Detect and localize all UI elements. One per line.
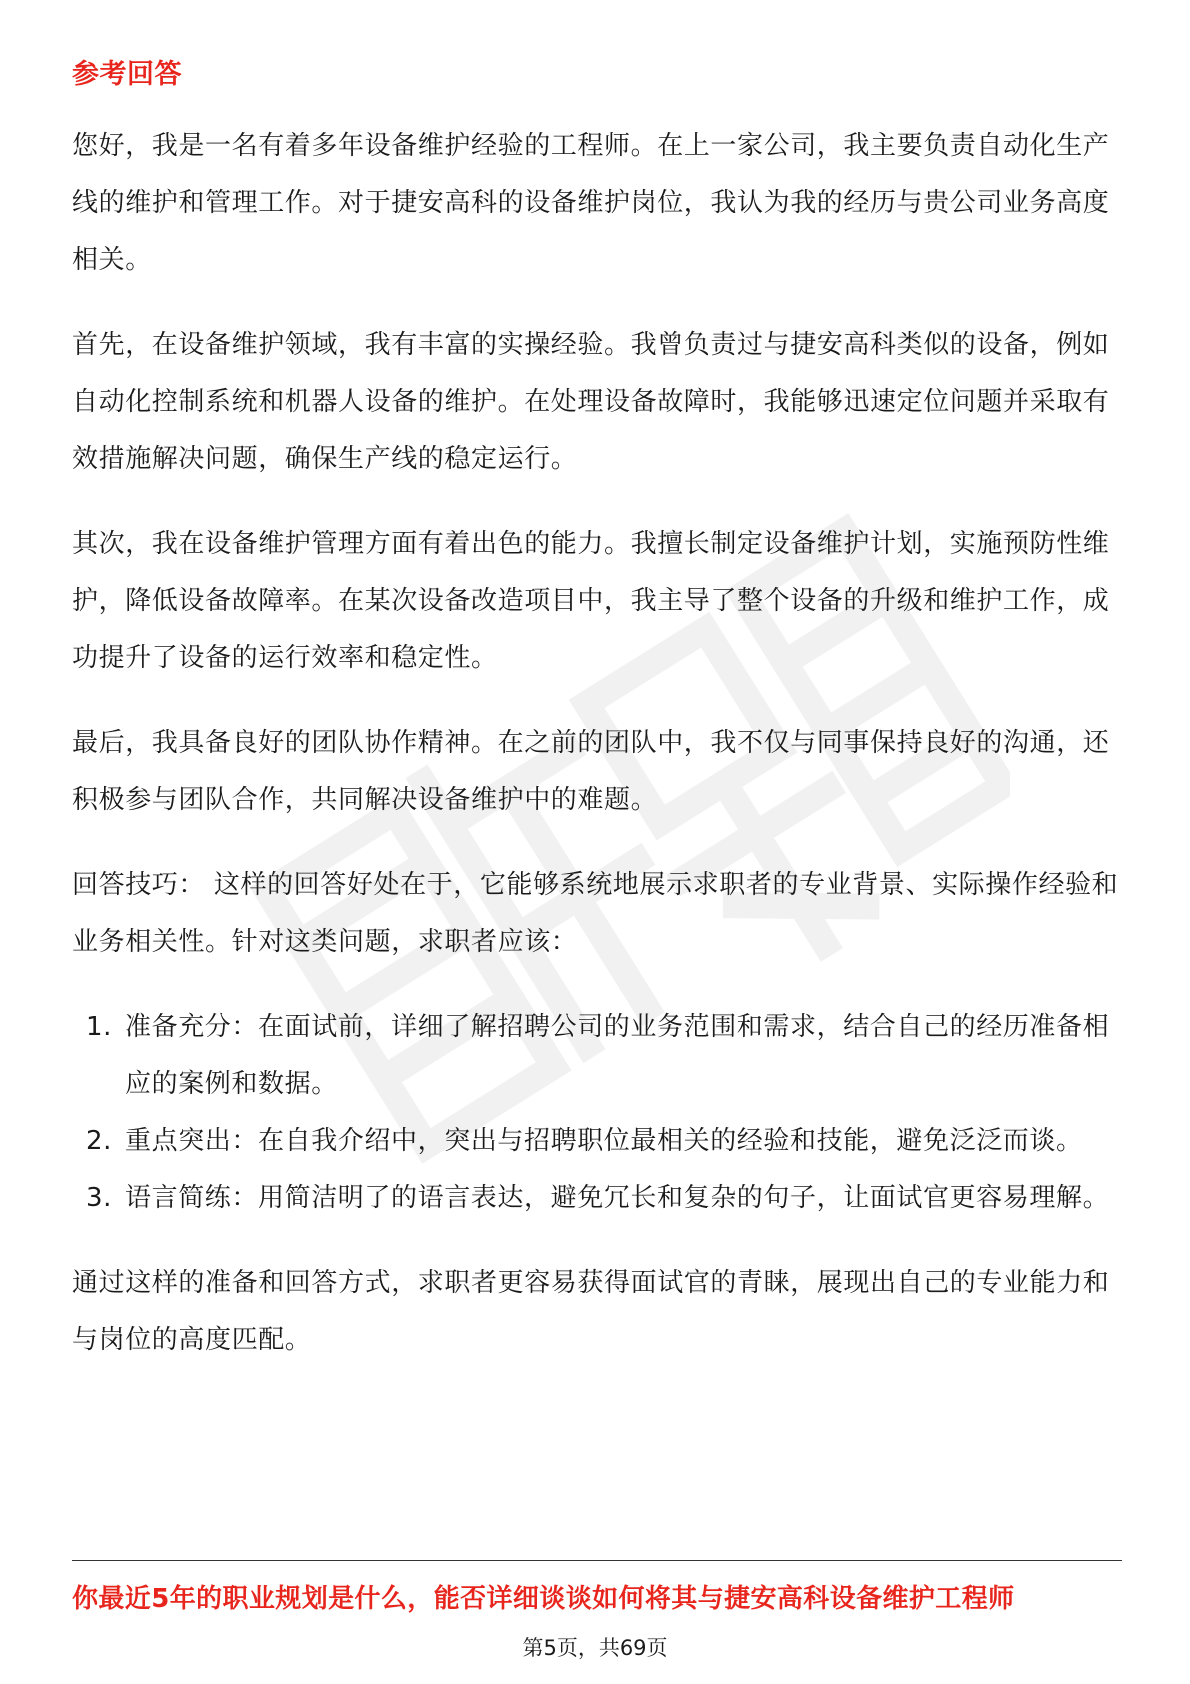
answer-paragraph-first: 首先，在设备维护领域，我有丰富的实操经验。我曾负责过与捷安高科类似的设备，例如自动化控制系统和机器人设备的维护。在处理设备故障时，我能够迅速定位问题并采取有效措施解决问题，确保生产线的稳定运行。 bbox=[72, 330, 1110, 474]
list-item-number: 3. bbox=[86, 1183, 113, 1213]
answer-content bbox=[72, 118, 1122, 1397]
page-number-footer: 第5页，共69页 bbox=[522, 1636, 668, 1660]
answer-paragraph-last: 最后，我具备良好的团队协作精神。在之前的团队中，我不仅与同事保持良好的沟通，还积极参与团队合作，共同解决设备维护中的难题。 bbox=[72, 728, 1110, 815]
conclusion-paragraph: 通过这样的准备和回答方式，求职者更容易获得面试官的青睐，展现出自己的专业能力和与岗位的高度匹配。 bbox=[72, 1268, 1110, 1355]
tips-list bbox=[72, 999, 1122, 1227]
section-divider bbox=[72, 1560, 1122, 1561]
list-item-number: 1. bbox=[86, 1012, 113, 1042]
list-item bbox=[72, 999, 1122, 1113]
answer-paragraph-intro: 您好，我是一名有着多年设备维护经验的工程师。在上一家公司，我主要负责自动化生产线的维护和管理工作。对于捷安高科的设备维护岗位，我认为我的经历与贵公司业务高度相关。 bbox=[72, 131, 1110, 275]
list-item bbox=[72, 1170, 1122, 1227]
section-heading: 参考回答 bbox=[72, 59, 182, 90]
next-question-heading: 你最近5年的职业规划是什么，能否详细谈谈如何将其与捷安高科设备维护工程师 bbox=[72, 1584, 1015, 1614]
list-item bbox=[72, 1113, 1122, 1170]
list-item-number: 2. bbox=[86, 1126, 113, 1156]
answer-tips-intro: 回答技巧： 这样的回答好处在于，它能够系统地展示求职者的专业背景、实际操作经验和业务相关性。针对这类问题，求职者应该： bbox=[72, 870, 1119, 957]
answer-paragraph-second: 其次，我在设备维护管理方面有着出色的能力。我擅长制定设备维护计划，实施预防性维护，降低设备故障率。在某次设备改造项目中，我主导了整个设备的升级和维护工作，成功提升了设备的运行效率和稳定性。 bbox=[72, 529, 1110, 673]
list-item-text: 重点突出：在自我介绍中，突出与招聘职位最相关的经验和技能，避免泛泛而谈。 bbox=[125, 1126, 1083, 1156]
list-item-text: 语言简练：用简洁明了的语言表达，避免冗长和复杂的句子，让面试官更容易理解。 bbox=[125, 1183, 1110, 1213]
list-item-text: 准备充分：在面试前，详细了解招聘公司的业务范围和需求，结合自己的经历准备相应的案例和数据。 bbox=[125, 1012, 1110, 1099]
